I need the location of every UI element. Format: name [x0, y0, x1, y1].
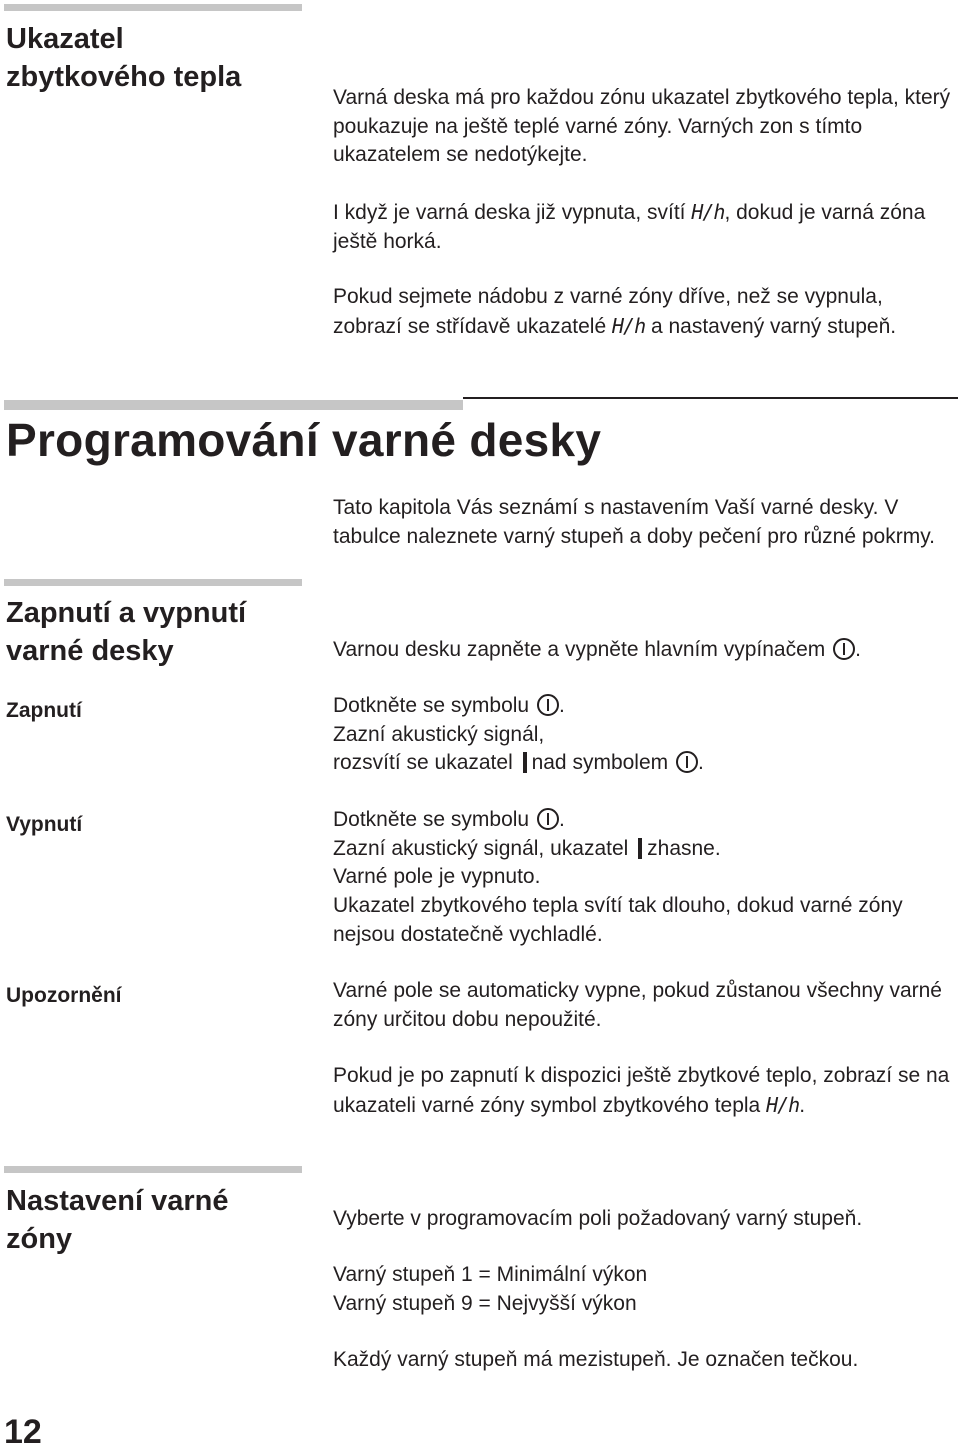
zapnuti-l3-text-b: nad symbolem	[531, 751, 674, 774]
section-title-zone-setting: Nastavení varné zóny	[6, 1185, 229, 1255]
zapnuti-line-2: Zazní akustický signál,	[333, 723, 545, 746]
zone-paragraph-1: Vyberte v programovacím poli požadovaný varný stupeň.	[333, 1207, 863, 1230]
upozorneni-p2-text-a: Pokud je po zapnutí k dispozici ještě zbytkové teplo, zobrazí se na ukazateli varné zóny symbol zbytkového tepla	[333, 1064, 950, 1117]
zapnuti-line-3	[333, 749, 953, 778]
label-zapnuti: Zapnutí	[6, 699, 82, 722]
vypnuti-line-4: Ukazatel zbytkového tepla svítí tak dlouho, dokud varné zóny nejsou dostatečně vychladlé.	[333, 894, 903, 946]
residual-p2-text-a: I když je varná deska již vypnuta, svítí	[333, 201, 692, 224]
chapter-title: Programování varné desky	[6, 414, 602, 466]
zapnuti-l3-text-a: rozsvítí se ukazatel	[333, 751, 519, 774]
page-number: 12	[4, 1413, 42, 1451]
vypnuti-l2-text-b: zhasne.	[647, 837, 721, 860]
chapter-intro: Tato kapitola Vás seznámí s nastavením Vaší varné desky. V tabulce naleznete varný stupeň a doby pečení pro různé pokrmy.	[333, 496, 935, 548]
zapnuti-l3-dot: .	[697, 751, 704, 774]
power-icon	[833, 638, 855, 660]
vypnuti-l1-text: Dotkněte se symbolu	[333, 808, 535, 831]
residual-paragraph-1: Varná deska má pro každou zónu ukazatel zbytkového tepla, který poukazuje na ještě teplé varné zóny. Varných zon s tímto ukazatelem se nedotýkejte.	[333, 86, 951, 166]
residual-heat-symbol: H/h	[691, 200, 725, 224]
vypnuti-line-3: Varné pole je vypnuto.	[333, 865, 541, 888]
zone-paragraph-4: Každý varný stupeň má mezistupeň. Je označen tečkou.	[333, 1348, 859, 1371]
section-title-residual-heat: Ukazatel zbytkového tepla	[6, 23, 242, 93]
power-icon	[676, 751, 698, 773]
onoff-text	[333, 636, 953, 665]
upozorneni-paragraph-2	[333, 1062, 953, 1120]
vypnuti-l2-text-a: Zazní akustický signál, ukazatel	[333, 837, 635, 860]
upozorneni-paragraph-1: Varné pole se automaticky vypne, pokud zůstanou všechny varné zóny určitou dobu nepoužité.	[333, 979, 942, 1031]
vypnuti-l1-dot: .	[558, 808, 565, 831]
indicator-bar-icon	[638, 838, 642, 859]
residual-paragraph-3	[333, 283, 953, 341]
vypnuti-line-1	[333, 806, 953, 835]
power-icon	[537, 808, 559, 830]
residual-p3-text-a: Pokud sejmete nádobu z varné zóny dříve, než se vypnula, zobrazí se střídavě ukazatelé	[333, 285, 883, 338]
chapter-thin-rule	[463, 397, 958, 399]
zapnuti-line-1	[333, 692, 953, 721]
power-icon	[537, 694, 559, 716]
label-vypnuti: Vypnutí	[6, 813, 83, 836]
residual-heat-symbol-3: H/h	[766, 1092, 800, 1117]
residual-p2-text-b: , dokud je varná zóna ještě horká.	[333, 201, 926, 253]
zone-line-min: Varný stupeň 1 = Minimální výkon	[333, 1263, 648, 1286]
chapter-rule	[4, 400, 463, 410]
zapnuti-l1-dot: .	[558, 694, 565, 717]
upozorneni-p2-text-b: .	[799, 1093, 806, 1117]
vypnuti-line-2	[333, 835, 953, 864]
section-rule-zone	[4, 1166, 302, 1173]
section-rule-onoff	[4, 579, 302, 586]
residual-paragraph-2	[333, 198, 953, 256]
section-rule-residual	[4, 4, 302, 11]
zapnuti-l1-text: Dotkněte se symbolu	[333, 694, 535, 717]
onoff-text-end: .	[855, 638, 861, 661]
onoff-text-label: Varnou desku zapněte a vypněte hlavním vypínačem	[333, 638, 832, 661]
residual-p3-text-b: a nastavený varný stupeň.	[645, 314, 897, 338]
indicator-bar-icon	[523, 752, 527, 773]
label-upozorneni: Upozornění	[6, 984, 122, 1007]
section-title-onoff: Zapnutí a vypnutí varné desky	[6, 597, 247, 667]
zone-line-max: Varný stupeň 9 = Nejvyšší výkon	[333, 1292, 637, 1315]
residual-heat-symbol-2: H/h	[611, 313, 646, 338]
